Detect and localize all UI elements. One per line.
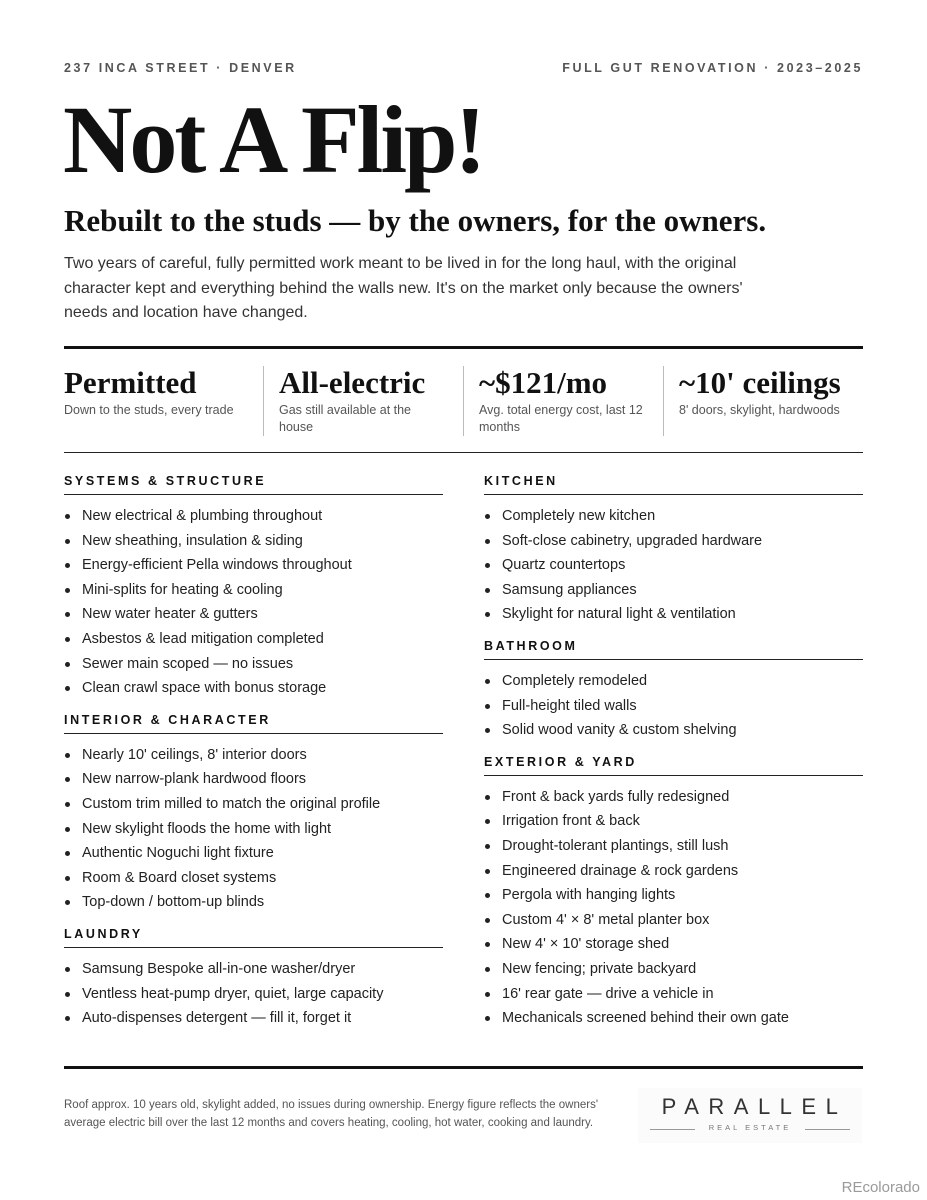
list-item: Nearly 10' ceilings, 8' interior doors [64, 743, 443, 768]
section-heading: KITCHEN [484, 474, 863, 495]
list-item: Auto-dispenses detergent — fill it, forget it [64, 1006, 443, 1031]
feature-list [64, 734, 443, 915]
list-item: Completely remodeled [484, 669, 863, 694]
list-item: Irrigation front & back [484, 809, 863, 834]
list-item: Solid wood vanity & custom shelving [484, 718, 863, 743]
list-item: Samsung appliances [484, 578, 863, 603]
feature-list [64, 495, 443, 701]
stat-energy-cost [479, 366, 679, 438]
stat-ceilings [679, 366, 863, 438]
section-laundry [64, 927, 443, 1031]
stat-description: Avg. total energy cost, last 12 months [479, 403, 643, 434]
list-item: Mechanicals screened behind their own gate [484, 1006, 863, 1031]
stat-title: Permitted [64, 365, 197, 400]
logo-wordmark: PARALLEL [661, 1094, 848, 1119]
feature-list [64, 948, 443, 1031]
stat-title: All-electric [279, 365, 426, 400]
list-item: New sheathing, insulation & siding [64, 529, 443, 554]
list-item: Soft-close cabinetry, upgraded hardware [484, 529, 863, 554]
stat-all-electric [279, 366, 479, 438]
list-item: Energy-efficient Pella windows throughout [64, 553, 443, 578]
right-column [484, 474, 863, 1031]
left-column [64, 474, 443, 1031]
stat-permitted [64, 366, 264, 438]
section-heading: BATHROOM [484, 639, 863, 660]
feature-list [484, 660, 863, 743]
list-item: Authentic Noguchi light fixture [64, 841, 443, 866]
list-item: Quartz countertops [484, 553, 863, 578]
list-item: Pergola with hanging lights [484, 883, 863, 908]
address-eyebrow: 237 INCA STREET · DENVER [64, 61, 297, 75]
stat-description: Down to the studs, every trade [64, 403, 234, 417]
intro-paragraph: Two years of careful, fully permitted work meant to be lived in for the long haul, with the original character kept and everything behind the walls new. It's on the market only because the owners' needs and location have changed. [64, 255, 743, 321]
parallel-logo [638, 1088, 862, 1143]
stat-description: 8' doors, skylight, hardwoods [679, 403, 840, 417]
list-item: New fencing; private backyard [484, 957, 863, 982]
list-item: Ventless heat-pump dryer, quiet, large capacity [64, 982, 443, 1007]
section-heading: LAUNDRY [64, 927, 443, 948]
list-item: Top-down / bottom-up blinds [64, 890, 443, 915]
section-systems-structure [64, 474, 443, 701]
list-item: 16' rear gate — drive a vehicle in [484, 982, 863, 1007]
stats-row [64, 366, 863, 438]
logo-subtitle: REAL ESTATE [708, 1123, 792, 1132]
list-item: Asbestos & lead mitigation completed [64, 627, 443, 652]
list-item: Full-height tiled walls [484, 694, 863, 719]
recolorado-watermark: REcolorado [841, 1179, 920, 1196]
section-kitchen [484, 474, 863, 627]
list-item: Clean crawl space with bonus storage [64, 676, 443, 701]
section-exterior-yard [484, 755, 863, 1031]
stats-divider [64, 452, 863, 453]
list-item: Room & Board closet systems [64, 866, 443, 891]
logo-rule-right [805, 1129, 850, 1130]
list-item: Skylight for natural light & ventilation [484, 602, 863, 627]
list-item: Mini-splits for heating & cooling [64, 578, 443, 603]
list-item: New water heater & gutters [64, 602, 443, 627]
bottom-divider [64, 1066, 863, 1069]
list-item: Completely new kitchen [484, 504, 863, 529]
subheadline: Rebuilt to the studs — by the owners, for the owners. [64, 203, 767, 238]
list-item: Custom 4' × 8' metal planter box [484, 908, 863, 933]
list-item: New skylight floods the home with light [64, 817, 443, 842]
list-item: Front & back yards fully redesigned [484, 785, 863, 810]
section-heading: SYSTEMS & STRUCTURE [64, 474, 443, 495]
stat-description: Gas still available at the house [279, 403, 412, 434]
list-item: New 4' × 10' storage shed [484, 932, 863, 957]
footnote: Roof approx. 10 years old, skylight added, no issues during ownership. Energy figure reflects the owners' average electric bill over the last 12 months and covers heating, cooling, hot water, cooking and laundry. [64, 1099, 599, 1129]
stat-title: ~10' ceilings [679, 365, 841, 400]
headline: Not A Flip! [63, 86, 484, 193]
stat-title: ~$121/mo [479, 365, 608, 400]
list-item: Custom trim milled to match the original profile [64, 792, 443, 817]
list-item: Drought-tolerant plantings, still lush [484, 834, 863, 859]
top-divider [64, 346, 863, 349]
section-heading: INTERIOR & CHARACTER [64, 713, 443, 734]
feature-list [484, 495, 863, 627]
section-interior-character [64, 713, 443, 915]
list-item: New electrical & plumbing throughout [64, 504, 443, 529]
list-item: Samsung Bespoke all-in-one washer/dryer [64, 957, 443, 982]
list-item: New narrow-plank hardwood floors [64, 767, 443, 792]
list-item: Engineered drainage & rock gardens [484, 859, 863, 884]
project-eyebrow: FULL GUT RENOVATION · 2023–2025 [562, 61, 863, 75]
list-item: Sewer main scoped — no issues [64, 652, 443, 677]
feature-list [484, 776, 863, 1031]
section-bathroom [484, 639, 863, 743]
section-heading: EXTERIOR & YARD [484, 755, 863, 776]
